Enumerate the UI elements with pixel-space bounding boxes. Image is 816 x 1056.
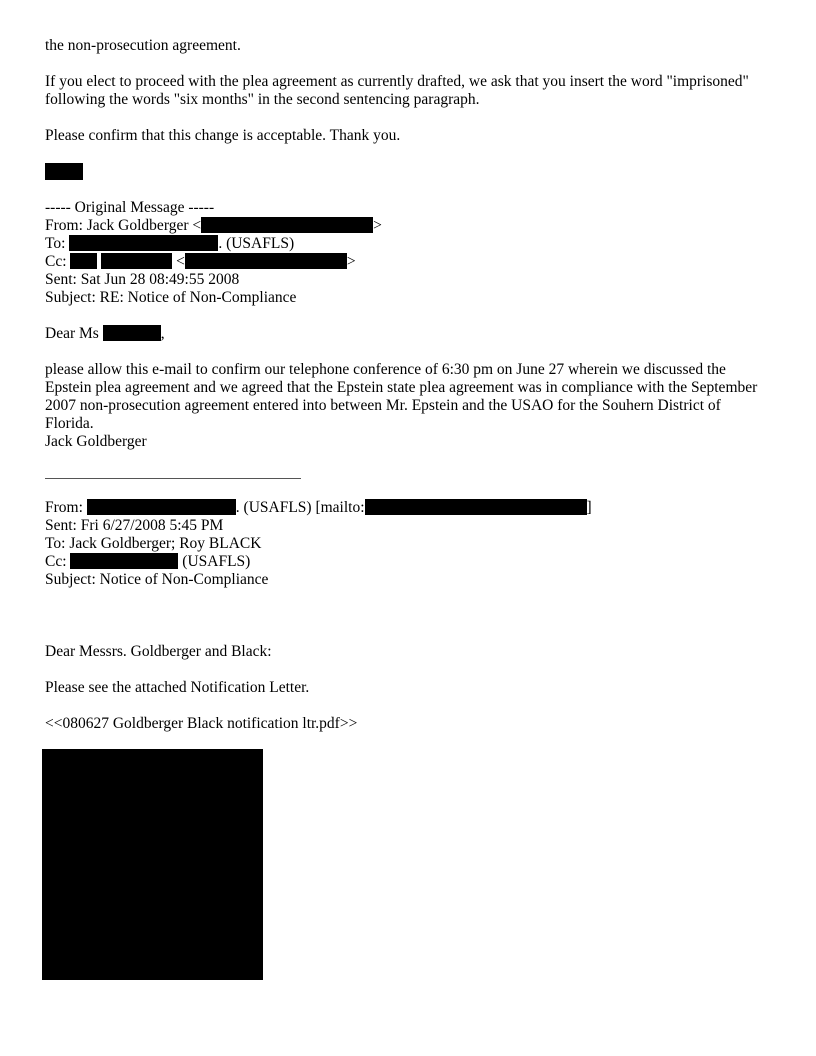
earlier-from-suffix: ]: [586, 499, 592, 516]
earlier-from-prefix: From:: [45, 499, 83, 516]
redacted-email: [201, 217, 373, 233]
redacted-name: [70, 253, 97, 269]
redacted-signature: [45, 163, 83, 180]
original-to-line: [45, 235, 765, 253]
original-to-suffix: . (USAFLS): [218, 235, 295, 252]
reply-greeting-prefix: Dear Ms: [45, 325, 99, 342]
intro-line: the non-prosecution agreement.: [45, 37, 241, 54]
earlier-sent-line: Sent: Fri 6/27/2008 5:45 PM: [45, 517, 224, 534]
earlier-greeting: Dear Messrs. Goldberger and Black:: [45, 643, 272, 660]
earlier-cc-line: [45, 553, 765, 571]
earlier-cc-suffix: (USAFLS): [178, 553, 251, 570]
original-to-prefix: To:: [45, 235, 66, 252]
reply-greeting-suffix: ,: [160, 325, 165, 342]
reply-body: please allow this e-mail to confirm our telephone conference of 6:30 pm on June 27 wherein we discussed the Epstein plea agreement and we agreed that the Epstein state plea agreement was in compliance with the September 2007 non-prosecution agreement entered into between Mr. Epstein and the USAO for the Souhern District of Florida.: [45, 361, 758, 432]
plea-request-paragraph: If you elect to proceed with the plea agreement as currently drafted, we ask that you insert the word "imprisoned" following the words "six months" in the second sentencing paragraph.: [45, 73, 749, 108]
original-cc-suffix: >: [346, 253, 356, 270]
redacted-name: [87, 499, 236, 515]
redacted-name: [70, 553, 178, 569]
redacted-email: [185, 253, 347, 269]
original-cc-mid: <: [176, 253, 185, 270]
attachment-filename: <<080627 Goldberger Black notification ltr.pdf>>: [45, 715, 358, 732]
redacted-name: [69, 235, 218, 251]
original-message-marker: ----- Original Message -----: [45, 199, 215, 216]
original-sent-line: Sent: Sat Jun 28 08:49:55 2008: [45, 271, 240, 288]
original-from-suffix: >: [373, 217, 382, 234]
original-subject-line: Subject: RE: Notice of Non-Compliance: [45, 289, 297, 306]
attachment-note: Please see the attached Notification Letter.: [45, 679, 310, 696]
separator-rule: [45, 478, 301, 479]
original-cc-line: [45, 253, 765, 271]
original-cc-prefix: Cc:: [45, 253, 67, 270]
earlier-from-line: [45, 499, 765, 517]
redacted-block: [42, 749, 263, 980]
earlier-to-line: To: Jack Goldberger; Roy BLACK: [45, 535, 262, 552]
original-from-prefix: From: Jack Goldberger <: [45, 217, 202, 234]
redacted-name: [103, 325, 161, 341]
email-document: [45, 37, 765, 733]
earlier-from-mid: . (USAFLS) [mailto:: [235, 499, 365, 516]
original-from-line: [45, 217, 765, 235]
reply-greeting: [45, 325, 765, 343]
redacted-name: [101, 253, 172, 269]
earlier-cc-prefix: Cc:: [45, 553, 67, 570]
earlier-subject-line: Subject: Notice of Non-Compliance: [45, 571, 269, 588]
confirm-paragraph: Please confirm that this change is acceptable. Thank you.: [45, 127, 401, 144]
redacted-email: [365, 499, 587, 515]
reply-signature: Jack Goldberger: [45, 433, 147, 450]
